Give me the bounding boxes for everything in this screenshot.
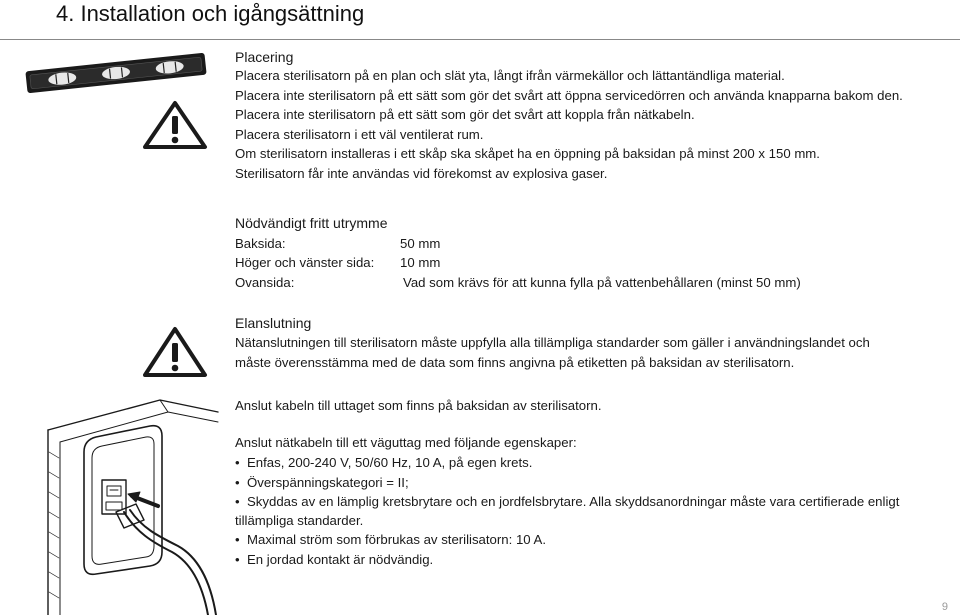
clearance-value-sides: 10 mm [400,255,441,270]
list-item: • Maximal ström som förbrukas av sterilisatorn: 10 A. [235,530,546,550]
electrical-line: måste överensstämma med de data som finns angivna på etiketten på baksidan av sterilisatorn. [235,354,795,370]
placement-line: Placera sterilisatorn i ett väl ventilerat rum. [235,126,484,142]
placement-line: Placera inte sterilisatorn på ett sätt som gör det svårt att öppna servicedörren och använda knapparna bakom den. [235,87,903,103]
outlet-requirements-list-cont [235,530,546,569]
placement-line: Placera sterilisatorn på en plan och slät yta, långt ifrån värmekällor och lättantändliga material. [235,68,785,83]
bullet-symbol: • [235,494,240,509]
outlet-requirements-list [235,453,899,512]
sterilizer-power-socket-illustration [40,392,220,615]
bullet-symbol: • [235,551,240,567]
clearance-label-top: Ovansida: [235,275,295,290]
clearance-value-top: Vad som krävs för att kunna fylla på vattenbehållaren (minst 50 mm) [403,275,801,290]
page-title: 4. Installation och igångsättning [56,1,365,26]
warning-triangle-icon [142,100,208,150]
placement-line: Placera inte sterilisatorn på ett sätt som gör det svårt att koppla från nätkabeln. [235,107,695,122]
clearance-label-sides: Höger och vänster sida: [235,255,375,270]
outlet-intro-text: Anslut nätkabeln till ett väguttag med följande egenskaper: [235,435,577,450]
bullet-symbol: • [235,532,240,547]
list-item: • En jordad kontakt är nödvändig. [235,550,546,570]
warning-triangle-icon [142,326,208,378]
electrical-paragraph [235,333,870,372]
placement-line: Om sterilisatorn installeras i ett skåp ska skåpet ha en öppning på baksidan på minst 200 x 150 mm. [235,146,820,161]
spirit-level-icon [22,52,210,94]
page-number: 9 [941,601,948,613]
connect-cable-text: Anslut kabeln till uttaget som finns på baksidan av sterilisatorn. [235,398,602,413]
clearance-label-back: Baksida: [235,236,286,251]
clearance-value-back: 50 mm [400,236,441,251]
clearance-heading: Nödvändigt fritt utrymme [235,215,388,231]
bullet-symbol: • [235,474,240,490]
electrical-heading: Elanslutning [235,315,312,331]
bullet-symbol: • [235,455,240,470]
list-item: • Överspänningskategori = II; [235,473,899,493]
list-item: • Enfas, 200-240 V, 50/60 Hz, 10 A, på egen krets. [235,453,899,473]
placement-heading: Placering [235,49,294,65]
bullet-continuation: tillämpliga standarder. [235,513,364,528]
header-divider [0,39,960,40]
placement-text [235,66,903,183]
list-item: • Skyddas av en lämplig kretsbrytare och en jordfelsbrytare. Alla skyddsanordningar måste vara certifierade enligt [235,492,899,512]
placement-line: Sterilisatorn får inte användas vid förekomst av explosiva gaser. [235,165,608,181]
electrical-line: Nätanslutningen till sterilisatorn måste uppfylla alla tillämpliga standarder som gäller i användningslandet och [235,335,870,350]
